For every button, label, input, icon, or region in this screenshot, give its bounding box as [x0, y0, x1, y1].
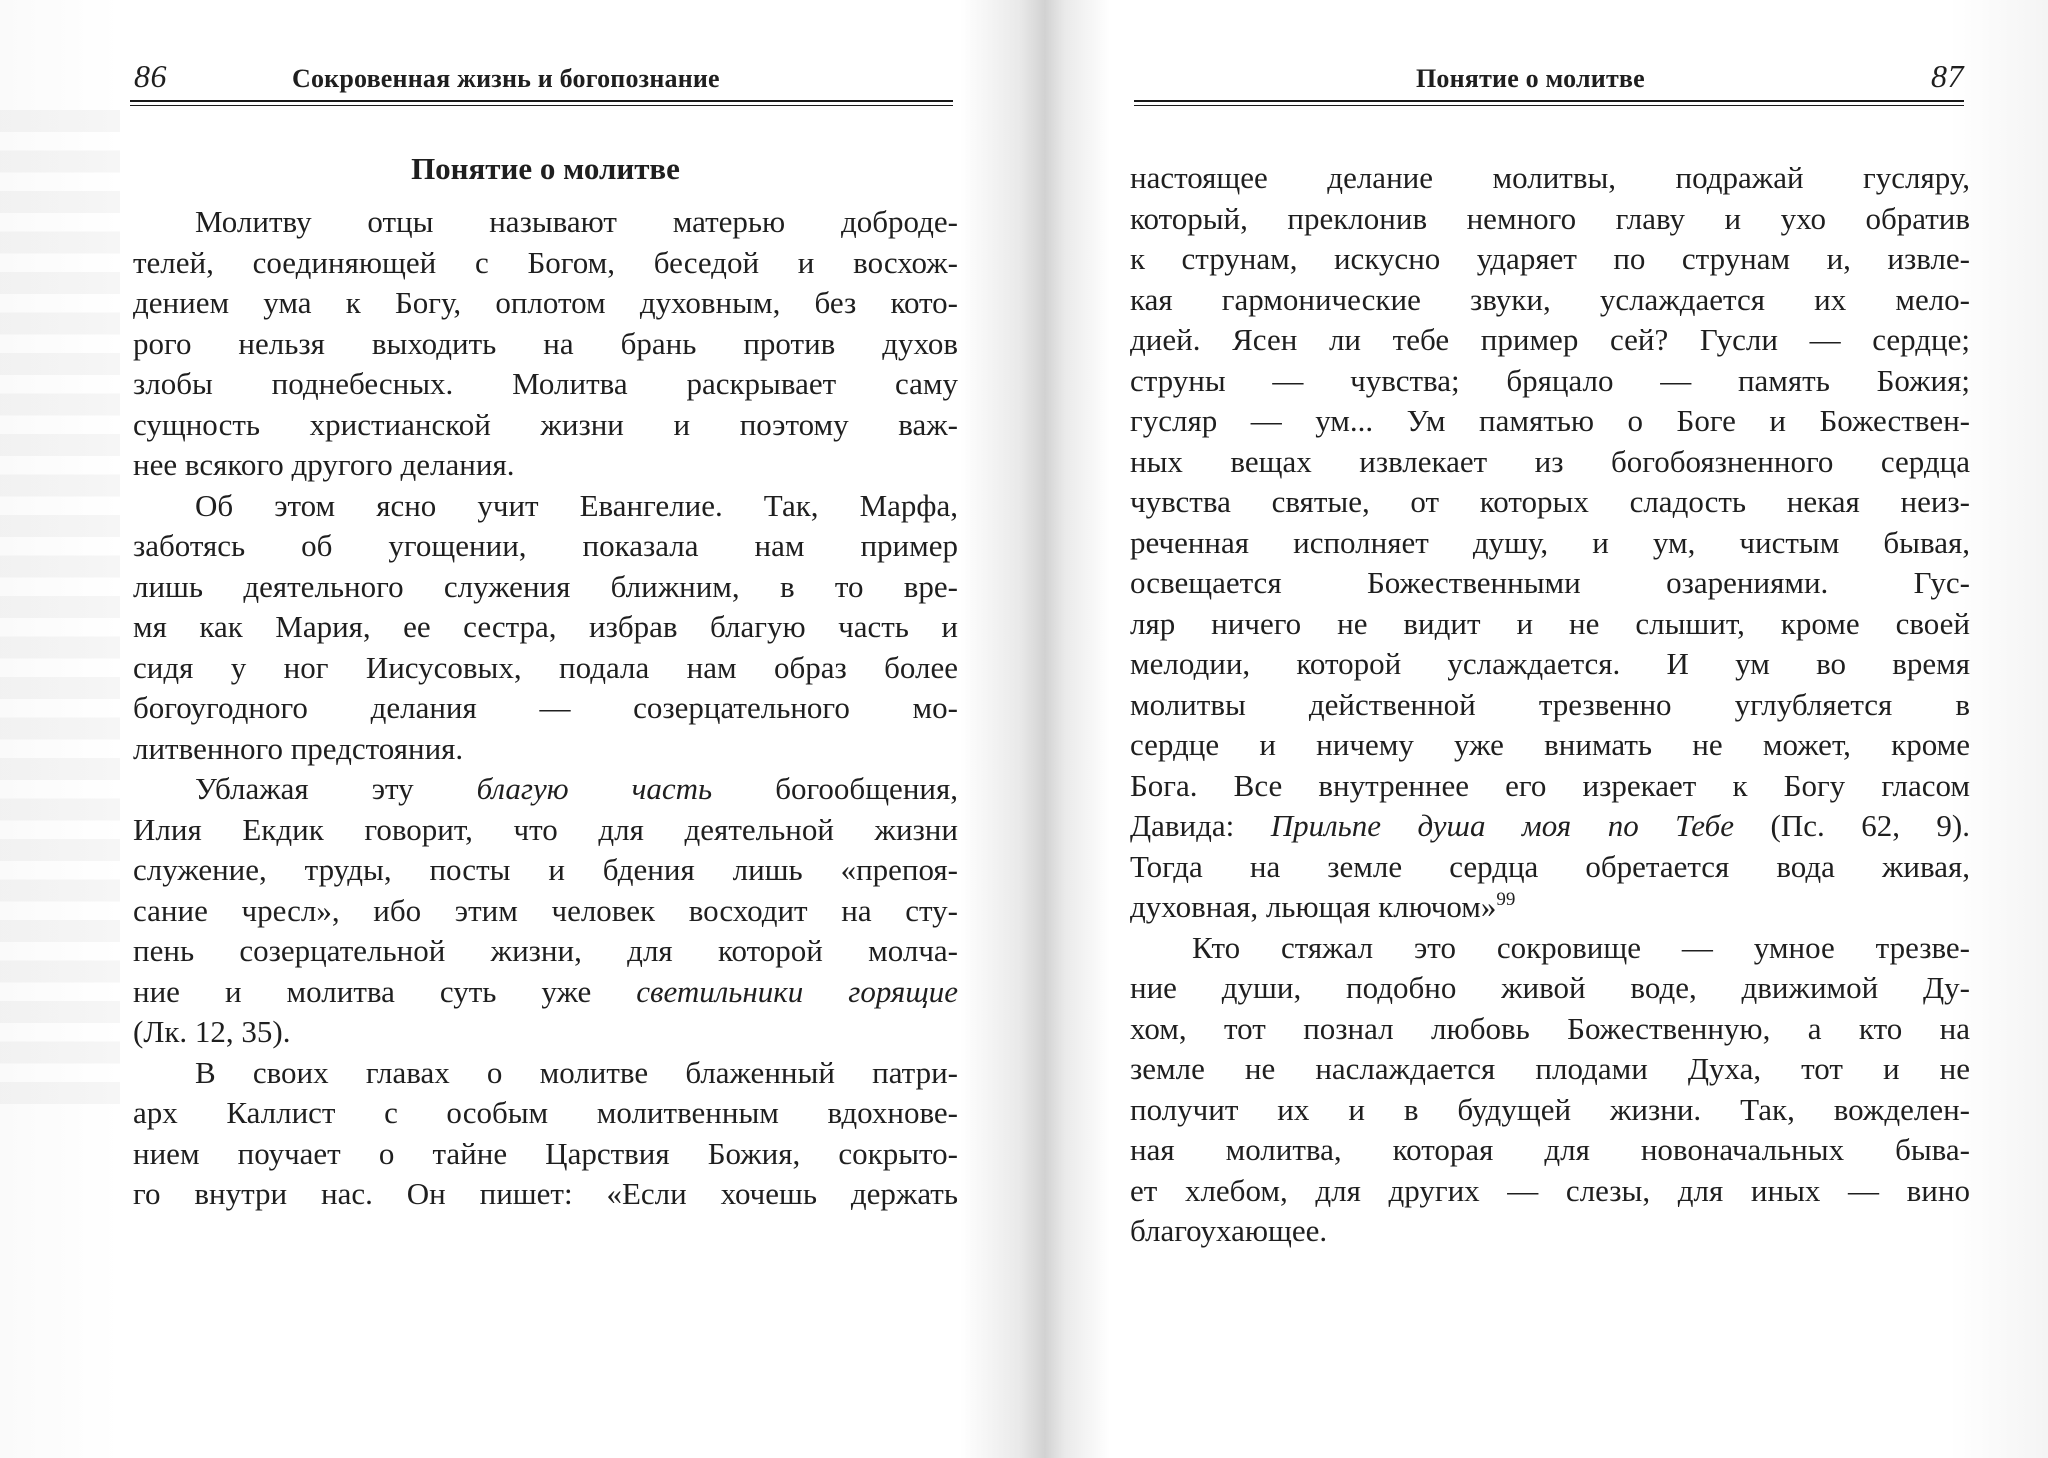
text-line: ляр ничего не видит и не слышит, кроме своей: [1130, 605, 1970, 641]
left-page-header: [130, 58, 953, 100]
section-title: Понятие о молитве: [411, 151, 680, 186]
text-line: кая гармонические звуки, услаждается их мело-: [1130, 281, 1970, 317]
text-line: хом, тот познал любовь Божественную, а кто на: [1130, 1010, 1970, 1046]
text-line: нее всякого другого делания.: [133, 447, 515, 482]
text-line: арх Каллист с особым молитвенным вдохнове-: [133, 1095, 958, 1130]
text-line: благоухающее.: [1130, 1213, 1328, 1248]
text-line: служение, труды, посты и бдения лишь «препоя-: [133, 852, 958, 887]
page-number: 86: [134, 58, 167, 94]
text-line: гусляр — ум... Ум памятью о Боге и Божествен-: [1130, 403, 1970, 438]
right-text-block: [1130, 158, 1970, 1252]
header-rule-thin: [1134, 105, 1964, 106]
text-line: сердце и ничему уже внимать не может, кроме: [1130, 727, 1970, 762]
text-line: (Лк. 12, 35).: [133, 1014, 291, 1049]
right-page-header: [1134, 58, 1964, 100]
page-number: 87: [1931, 58, 1964, 94]
text-line: литвенного предстояния.: [133, 730, 464, 766]
text-line: лишь деятельного служения ближним, в то вре-: [133, 568, 958, 604]
text-line: Давида: Прильпе душа моя по Тебе (Пс. 62, 9).: [1130, 808, 1971, 843]
text-line: сание чресл», ибо этим человек восходит на сту-: [133, 892, 958, 928]
text-line: земле не наслаждается плодами Духа, тот и не: [1130, 1051, 1970, 1086]
text-line: реченная исполняет душу, и ум, чистым бывая,: [1130, 524, 1970, 560]
text-line: В своих главах о молитве блаженный патри-: [195, 1054, 958, 1090]
text-line: настоящее делание молитвы, подражай гусляру,: [1130, 160, 1970, 195]
text-line: получит их и в будущей жизни. Так, вожделен-: [1130, 1091, 1970, 1127]
left-text-block: [133, 148, 958, 1215]
text-line: мя как Мария, ее сестра, избрав благую часть и: [133, 609, 958, 644]
text-line: к струнам, искусно ударяет по струнам и, извле-: [1130, 241, 1970, 276]
left-paragraphs: [133, 202, 958, 1215]
text-line: Об этом ясно учит Евангелие. Так, Марфа,: [195, 487, 958, 523]
text-line: ет хлебом, для других — слезы, для иных — вино: [1130, 1172, 1970, 1208]
text-line: освещается Божественными озарениями. Гус-: [1130, 565, 1970, 600]
text-line: Тогда на земле сердца обретается вода живая,: [1130, 848, 1970, 884]
header-rule-thin: [130, 105, 953, 106]
text-line: нием поучает о тайне Царствия Божия, сокрыто-: [133, 1135, 958, 1171]
text-line: который, преклонив немного главу и ухо обратив: [1130, 200, 1970, 236]
text-line: сущность христианской жизни и поэтому важ-: [133, 406, 958, 442]
text-line: Илия Екдик говорит, что для деятельной жизни: [133, 811, 958, 847]
header-rule: [130, 100, 953, 102]
right-page: [1024, 0, 2048, 1458]
text-line: духовная, льющая ключом»$^{99}$: [1130, 889, 1516, 924]
text-line: го внутри нас. Он пишет: «Если хочешь держать: [133, 1176, 958, 1211]
footnote-marker: 99: [1496, 889, 1516, 910]
text-line: рого нельзя выходить на брань против духов: [133, 325, 958, 361]
text-line: телей, соединяющей с Богом, беседой и восхож-: [133, 244, 958, 280]
text-line: ная молитва, которая для новоначальных быва-: [1130, 1132, 1970, 1167]
text-line: Кто стяжал это сокровище — умное трезве-: [1192, 929, 1970, 965]
text-line: струны — чувства; бряцало — память Божия;: [1130, 362, 1970, 398]
text-line: мелодии, которой услаждается. И ум во время: [1130, 646, 1970, 681]
text-line: Бога. Все внутреннее его изрекает к Богу гласом: [1130, 767, 1970, 803]
running-head: Понятие о молитве: [1416, 64, 1645, 93]
running-head: Сокровенная жизнь и богопознание: [292, 64, 720, 93]
text-line: ние и молитва суть уже светильники горящие: [133, 973, 959, 1009]
text-line: молитвы действенной трезвенно углубляется в: [1130, 686, 1970, 722]
text-line: ние души, подобно живой воде, движимой Ду-: [1130, 970, 1970, 1005]
right-paragraphs: [1130, 158, 1970, 1252]
text-line: Ублажая эту благую часть богообщения,: [195, 771, 959, 806]
text-line: богоугодного делания — созерцательного мо-: [133, 690, 958, 725]
text-line: злобы поднебесных. Молитва раскрывает саму: [133, 366, 958, 401]
text-line: ных вещах извлекает из богобоязненного сердца: [1130, 443, 1970, 479]
text-line: Молитву отцы называют матерью доброде-: [195, 204, 958, 239]
text-line: пень созерцательной жизни, для которой молча-: [133, 933, 958, 968]
text-line: дением ума к Богу, оплотом духовным, без кото-: [133, 285, 958, 320]
header-rule: [1134, 100, 1964, 102]
text-line: чувства святые, от которых сладость некая неиз-: [1130, 484, 1970, 519]
text-line: дией. Ясен ли тебе пример сей? Гусли — сердце;: [1130, 322, 1970, 357]
text-line: сидя у ног Иисусовых, подала нам образ более: [133, 649, 958, 685]
text-line: заботясь об угощении, показала нам пример: [133, 528, 958, 563]
